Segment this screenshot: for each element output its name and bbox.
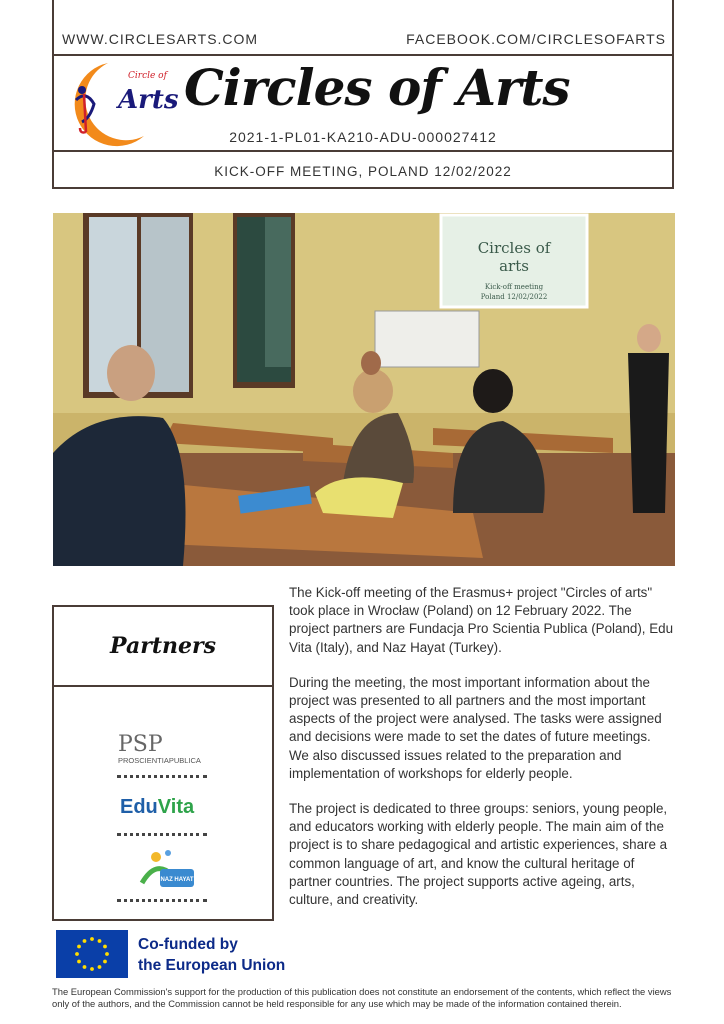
eu-star (83, 965, 87, 969)
meeting-subtitle: KICK-OFF MEETING, POLAND 12/02/2022 (214, 164, 512, 179)
meeting-photo (53, 213, 675, 566)
naz-hayat-badge: NAZ HAYAT (160, 877, 194, 883)
eu-star (75, 952, 79, 956)
article-body (289, 584, 674, 926)
screen-sub-1: Kick-off meeting (484, 283, 544, 291)
article-paragraph-2: During the meeting, the most important information about the project was presented to all partners and the most important aspects of the project were analysed. The tasks were assigned and decisions were made to set the dates of future meetings. We also discussed issues related to the preparation and implementation of workshops for elderly people. (289, 674, 662, 781)
header-links-row (54, 0, 672, 56)
screen-title-2: arts (499, 257, 529, 275)
eu-star (90, 967, 94, 971)
eduvita-logo-part2: V (157, 796, 171, 818)
eu-star (90, 937, 94, 941)
logo-main-text: Arts (118, 85, 179, 115)
project-code: 2021-1-PL01-KA210-ADU-000027412 (229, 129, 497, 145)
eu-star (83, 939, 87, 943)
psp-logo-name: PROSCIENTIAPUBLICA (118, 756, 201, 765)
eu-star (77, 960, 81, 964)
eu-cofunding-badge (56, 930, 296, 978)
partners-heading: Partners (110, 633, 216, 659)
eu-line-1: Co-funded by (138, 936, 238, 953)
screen-title-1: Circles of (477, 239, 551, 257)
svg-text:EduVita (120, 796, 195, 818)
eu-flag-icon (56, 930, 128, 978)
eu-star (105, 952, 109, 956)
article-paragraph-1: The Kick-off meeting of the Erasmus+ project "Circles of arts" took place in Wrocław (Poland) on 12 February 2022. The project partners are Fundacja Pro Scientia Publica (Poland), Edu Vita (Italy), and Naz Hayat (Turkey). (289, 585, 674, 655)
eu-line-2: the European Union (138, 957, 286, 974)
page-title: Circles of Arts (184, 58, 570, 117)
divider-dots (117, 775, 207, 778)
eu-star (98, 939, 102, 943)
eu-star (103, 960, 107, 964)
eduvita-logo (118, 791, 208, 821)
screen-sub-2: Poland 12/02/2022 (480, 293, 548, 301)
logo-small-text: Circle of (128, 71, 167, 81)
eu-star (77, 945, 81, 949)
divider-dots (117, 833, 207, 836)
eu-star (103, 945, 107, 949)
partners-panel (52, 605, 274, 921)
psp-logo-mark: PSP (118, 732, 163, 757)
facebook-link[interactable]: FACEBOOK.COM/CIRCLESOFARTS (406, 31, 666, 47)
eduvita-logo-part1: Edu (120, 796, 158, 818)
circles-of-arts-logo (56, 60, 182, 148)
eduvita-logo-part3: ita (170, 796, 195, 818)
disclaimer-text: The European Commission's support for the production of this publication does not constitute an endorsement of the contents, which reflect the views only of the authors, and the Commission cannot be held responsible for any use which may be made of the information contained therein. (52, 986, 672, 1009)
divider-dots (117, 899, 207, 902)
website-link[interactable]: WWW.CIRCLESARTS.COM (62, 31, 259, 47)
article-paragraph-3: The project is dedicated to three groups: seniors, young people, and educators working with elderly people. The main aim of the project is to share pedagogical and artistic experiences, share a common language of art, and know the cultural heritage of partner countries. The project supports active ageing, arts, culture, and creativity. (289, 801, 668, 908)
naz-hayat-logo (134, 845, 198, 895)
eu-cofunding-text (138, 934, 285, 976)
partners-header (54, 607, 272, 687)
eu-star (98, 965, 102, 969)
psp-logo (116, 725, 216, 771)
